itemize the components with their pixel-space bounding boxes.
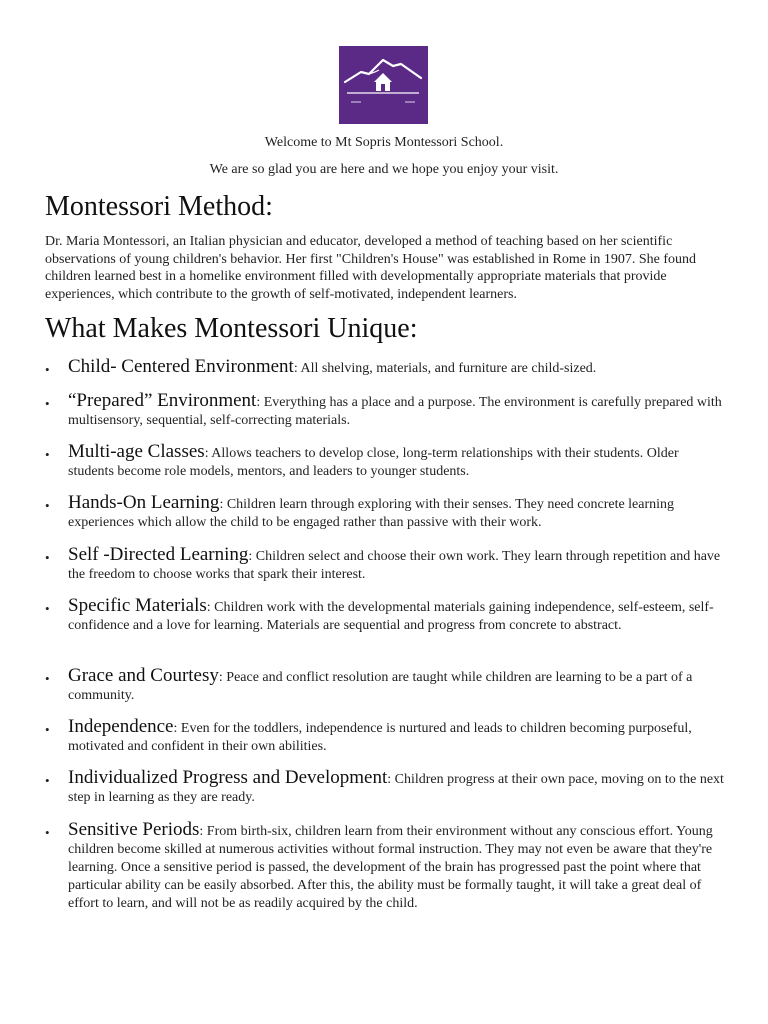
feature-term: Specific Materials xyxy=(68,595,207,616)
bullet-icon: • xyxy=(45,825,50,840)
list-item xyxy=(45,597,725,635)
unique-heading: What Makes Montessori Unique: xyxy=(45,313,418,344)
feature-text: : Everything has a place and a purpose. The environment is carefully prepared with multisensory, sequential, self-correcting materials. xyxy=(68,395,722,428)
school-logo xyxy=(339,46,428,124)
bullet-icon: • xyxy=(45,362,50,377)
bullet-icon: • xyxy=(45,550,50,565)
bullet-icon: • xyxy=(45,447,50,462)
welcome-line: Welcome to Mt Sopris Montessori School. xyxy=(264,135,504,150)
list-item xyxy=(45,494,725,532)
bullet-icon: • xyxy=(45,498,50,513)
feature-text: : Peace and conflict resolution are taught while children are learning to be a part of a community. xyxy=(68,670,693,703)
list-item xyxy=(45,769,725,807)
feature-term: Sensitive Periods xyxy=(68,819,200,840)
bullet-icon: • xyxy=(45,671,50,686)
feature-term: Independence xyxy=(68,716,174,737)
bullet-icon: • xyxy=(45,722,50,737)
feature-text: : Allows teachers to develop close, long-term relationships with their students. Older students become role models, mentors, and leaders to younger students. xyxy=(68,446,679,479)
list-item xyxy=(45,358,725,378)
feature-term: Child- Centered Environment xyxy=(68,356,294,377)
feature-text: : Children progress at their own pace, moving on to the next step in learning as they are ready. xyxy=(68,772,724,805)
welcome-subline: We are so glad you are here and we hope you enjoy your visit. xyxy=(209,162,559,177)
feature-text: : Even for the toddlers, independence is nurtured and leads to children becoming purposeful, motivated and confident in their own abilities. xyxy=(68,721,692,754)
bullet-icon: • xyxy=(45,396,50,411)
feature-text: : Children learn through exploring with their senses. They need concrete learning experiences which allow the child to be engaged rather than passive with their work. xyxy=(68,497,675,530)
feature-text: : All shelving, materials, and furniture are child-sized. xyxy=(293,361,597,376)
list-item xyxy=(45,821,725,913)
mountain-house-logo-icon xyxy=(339,46,428,124)
bullet-icon: • xyxy=(45,773,50,788)
feature-term: Hands-On Learning xyxy=(68,492,220,513)
list-item xyxy=(45,718,725,756)
feature-text: : Children work with the developmental materials gaining independence, self-esteem, self-confidence and a love for learning. Materials are sequential and progress from concrete to abstract. xyxy=(68,600,714,633)
list-item xyxy=(45,546,725,584)
list-item xyxy=(45,392,725,430)
list-item xyxy=(45,443,725,481)
feature-text: : From birth-six, children learn from their environment without any conscious effort. Young children become skilled at numerous activities without formal instruction. They may not even be aware that they're learning. Once a sensitive period is passed, the development of the brain has progressed past the point where that particular ability can be easily absorbed. After this, the ability must be formally taught, it will take a great deal of effort to learn, and will not be as readily acquired by the child. xyxy=(68,824,713,911)
method-paragraph: Dr. Maria Montessori, an Italian physician and educator, developed a method of teaching based on her scientific observations of young children's behavior. Her first "Children's House" was established in Rome in 1907. She found children learned best in a homelike environment filled with developmentally appropriate materials that provide experiences, which contribute to the growth of self-motivated, independent learners. xyxy=(45,234,697,302)
feature-term: Individualized Progress and Development xyxy=(68,767,388,788)
list-item xyxy=(45,667,725,705)
feature-term: “Prepared” Environment xyxy=(68,390,257,411)
feature-term: Multi-age Classes xyxy=(68,441,205,462)
bullet-icon: • xyxy=(45,601,50,616)
feature-term: Grace and Courtesy xyxy=(68,665,219,686)
feature-text: : Children select and choose their own work. They learn through repetition and have the freedom to choose works that spark their interest. xyxy=(68,549,721,582)
method-heading: Montessori Method: xyxy=(45,191,273,222)
feature-term: Self -Directed Learning xyxy=(68,544,249,565)
